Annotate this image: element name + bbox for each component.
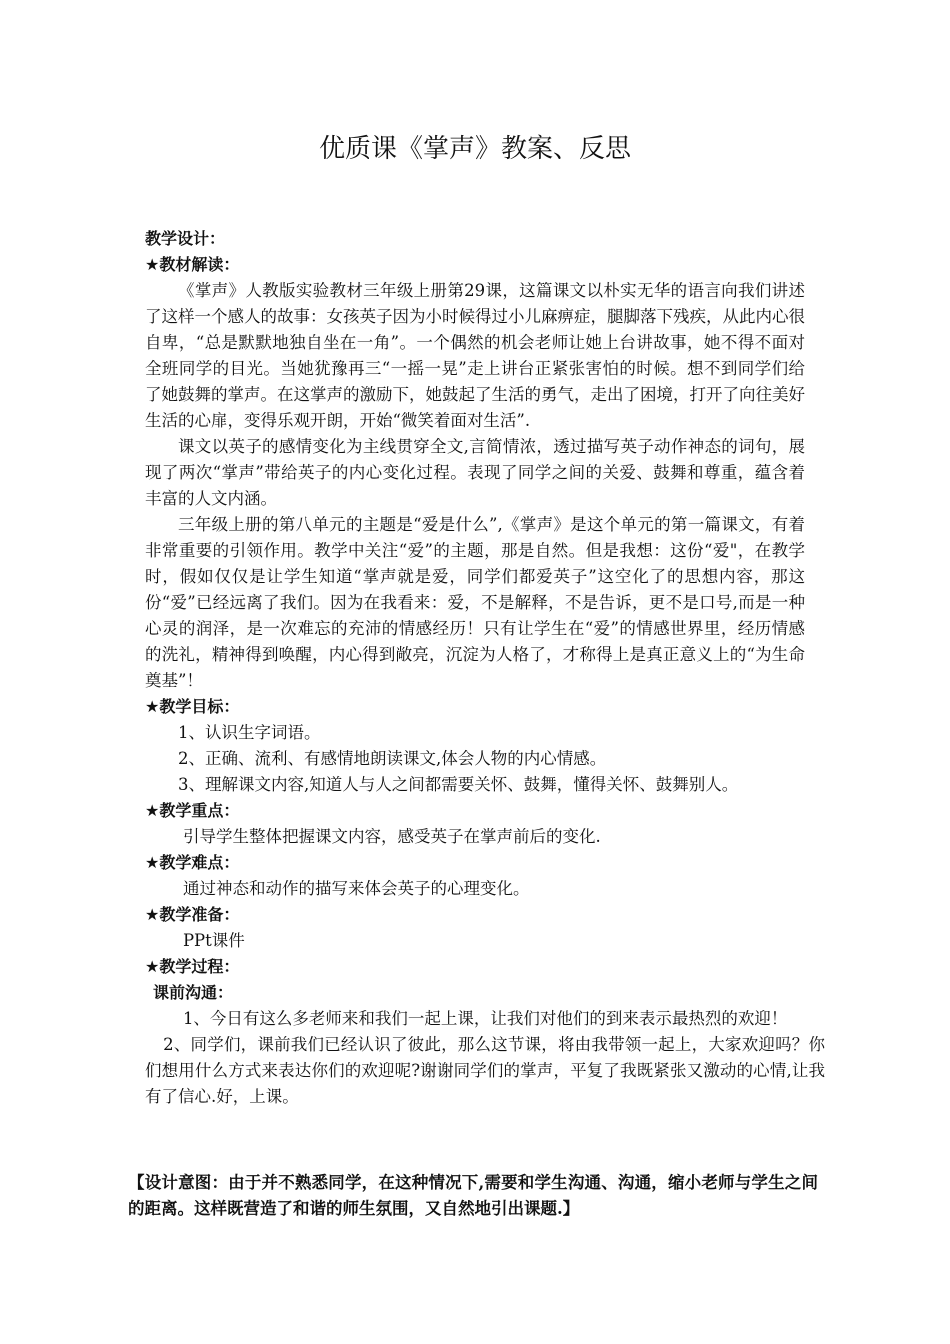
design-heading: 教学设计： <box>145 229 226 248</box>
document-title: 优质课《掌声》教案、反思 <box>318 134 631 164</box>
material-paragraph: 三年级上册的第八单元的主题是“爱是什么”,《掌声》是这个单元的第一篇课文，有着非常重要的引领作用。教学中关注“爱”的主题，那是自然。但是我想：这份“爱"，在教学时，假如仅仅是让学生知道“掌声就是爱，同学们都爱英子”这空化了的思想内容，那这份“爱”已经远离了我们。因为在我看来：爱，不是解释，不是告诉，更不是口号,而是一种心灵的润泽，是一次难忘的充沛的情感经历！只有让学生在“爱”的情感世界里，经历情感的洗礼，精神得到唤醒，内心得到敞亮，沉淀为人格了，才称得上是真正意义上的“为生命奠基”！ <box>145 515 805 690</box>
difficulties-text: 通过神态和动作的描写来体会英子的心理变化。 <box>182 879 530 898</box>
difficulties-heading: ★教学难点： <box>145 853 240 872</box>
material-heading: ★教材解读： <box>145 255 240 274</box>
material-paragraph: 《掌声》人教版实验教材三年级上册第29课，这篇课文以朴实无华的语言向我们讲述了这样一个感人的故事：女孩英子因为小时候得过小儿麻痹症，腿脚落下残疾，从此内心很自卑，“总是默默地独自坐在一角”。一个偶然的机会老师让她上台讲故事，她不得不面对全班同学的目光。当她犹豫再三“一摇一晃”走上讲台正紧张害怕的时候。想不到同学们给了她鼓舞的掌声。在这掌声的激励下，她鼓起了生活的勇气，走出了困境，打开了向往美好生活的心扉，变得乐观开朗，开始“微笑着面对生活”. <box>145 281 805 430</box>
process-heading: ★教学过程： <box>145 957 240 976</box>
goal-item: 1、认识生字词语。 <box>178 723 321 742</box>
preparation-text: PPt课件 <box>182 931 245 950</box>
pre-class-item: 2、同学们，课前我们已经认识了彼此，那么这节课，将由我带领一起上，大家欢迎吗？你们想用什么方式来表达你们的欢迎呢?谢谢同学们的掌声，平复了我既紧张又激动的心情,让我有了信心.好，上课。 <box>145 1035 825 1106</box>
pre-class-heading: 课前沟通： <box>153 983 234 1002</box>
material-paragraph: 课文以英子的感情变化为主线贯穿全文,言简情浓，透过描写英子动作神态的词句，展现了两次“掌声”带给英子的内心变化过程。表现了同学之间的关爱、鼓舞和尊重，蕴含着丰富的人文内涵。 <box>145 437 805 508</box>
goals-heading: ★教学目标： <box>145 697 240 716</box>
key-points-text: 引导学生整体把握课文内容，感受英子在掌声前后的变化. <box>182 827 601 846</box>
key-points-heading: ★教学重点： <box>145 801 240 820</box>
preparation-heading: ★教学准备： <box>145 905 240 924</box>
goal-item: 3、理解课文内容,知道人与人之间都需要关怀、鼓舞，懂得关怀、鼓舞别人。 <box>178 775 739 794</box>
document-body <box>145 226 825 1110</box>
pre-class-item: 1、今日有这么多老师来和我们一起上课，让我们对他们的到来表示最热烈的欢迎！ <box>182 1009 788 1028</box>
design-intent: 【设计意图：由于并不熟悉同学，在这种情况下,需要和学生沟通、沟通，缩小老师与学生之间的距离。这样既营造了和谐的师生氛围，又自然地引出课题.】 <box>128 1173 818 1218</box>
goal-item: 2、正确、流利、有感情地朗读课文,体会人物的内心情感。 <box>178 749 607 768</box>
